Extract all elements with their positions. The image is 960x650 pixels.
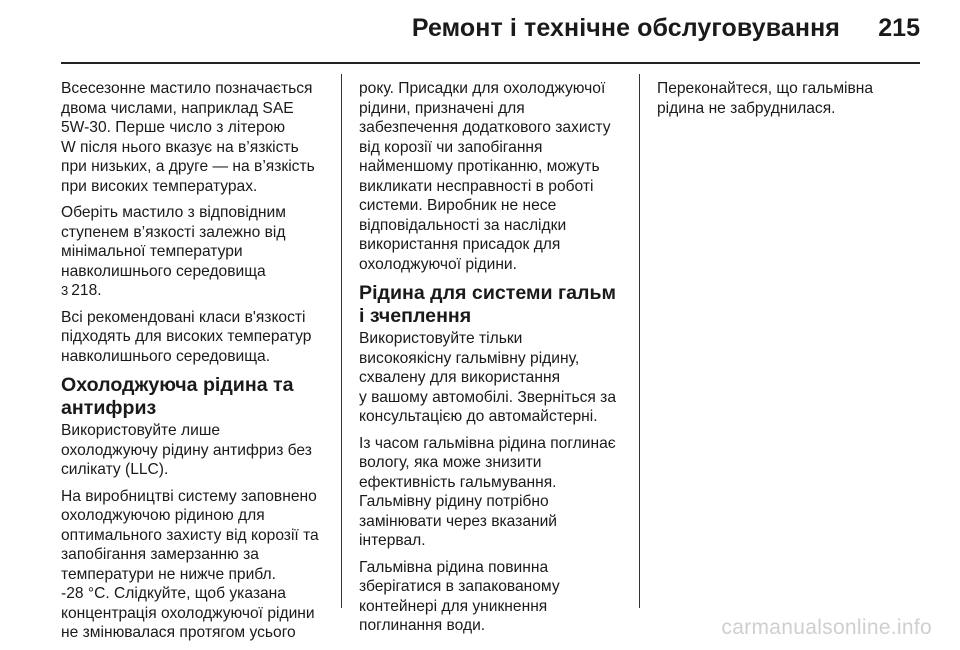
paragraph-coolant-type: Використовуйте лише охолоджуючу рідину антифриз без силікату (LLC). — [61, 422, 312, 478]
paragraph-brake-fluid-storage: Гальмівна рідина повинна зберігатися в запакованому контейнері для уникнення поглинання води. — [359, 558, 560, 634]
paragraph-oil-grade: Всесезонне мастило позначається двома числами, наприклад SAE 5W-30. Перше число з літерою W після нього вказує на в’язкість при низьких, а друге — на в’язкість при високих температурах. — [61, 80, 315, 195]
paragraph-oil-choice: Оберіть мастило з відповідним ступенем в’язкості залежно від мінімальної температури навколишнього середовища 3 218. — [61, 203, 335, 301]
paragraph-viscosity-classes: Всі рекомендовані класи в'язкості підходять для високих температур навколишнього середовища. — [61, 308, 312, 365]
paragraph-coolant-factory: На виробництві систему заповнено охолоджуючою рідиною для оптимального захисту від корозії та запобігання замерзанню за температури не нижче прибл. -28 °C. Слідкуйте, щоб указана концентрація охолоджуючої рідини не змінювалася протягом усього — [61, 487, 319, 641]
paragraph-brake-fluid-clean: Переконайтеся, що гальмівна рідина не забруднилася. — [657, 80, 874, 117]
paragraph-brake-fluid-moisture: Із часом гальмівна рідина поглинає вологу, яка може знизити ефективність гальмування. Гальмівну рідину потрібно замінювати через вказаний інтервал. — [359, 434, 616, 549]
page-reference-link[interactable]: 3 218. — [61, 282, 102, 299]
column-1 — [61, 79, 335, 650]
section-heading-brake-fluid: Рідина для системи гальм і зчеплення — [359, 282, 617, 327]
header-divider — [61, 62, 920, 64]
column-divider-1 — [341, 74, 342, 608]
page-reference-arrow-icon: 3 — [61, 283, 69, 298]
watermark: carmanualsonline.info — [721, 616, 932, 639]
paragraph-coolant-additives: року. Присадки для охолоджуючої рідини, призначені для забезпечення додаткового захисту від корозії чи запобігання найменшому протіканню, можуть викликати несправності в роботі системи. Виробник не несе відповідальності за наслідки використання присадок для охолоджуючої рідини. — [359, 80, 611, 273]
section-heading-coolant: Охолоджуюча рідина та антифриз — [61, 374, 294, 419]
page-number: 215 — [878, 14, 920, 42]
page-title: Ремонт і технічне обслуговування — [411, 14, 840, 42]
column-3 — [657, 79, 927, 125]
paragraph-brake-fluid-use: Використовуйте тільки високоякісну гальмівну рідину, схвалену для використання у вашому автомобілі. Зверніться за консультацією до автомайстерні. — [359, 330, 616, 425]
column-divider-2 — [639, 74, 640, 608]
column-2 — [359, 79, 629, 643]
